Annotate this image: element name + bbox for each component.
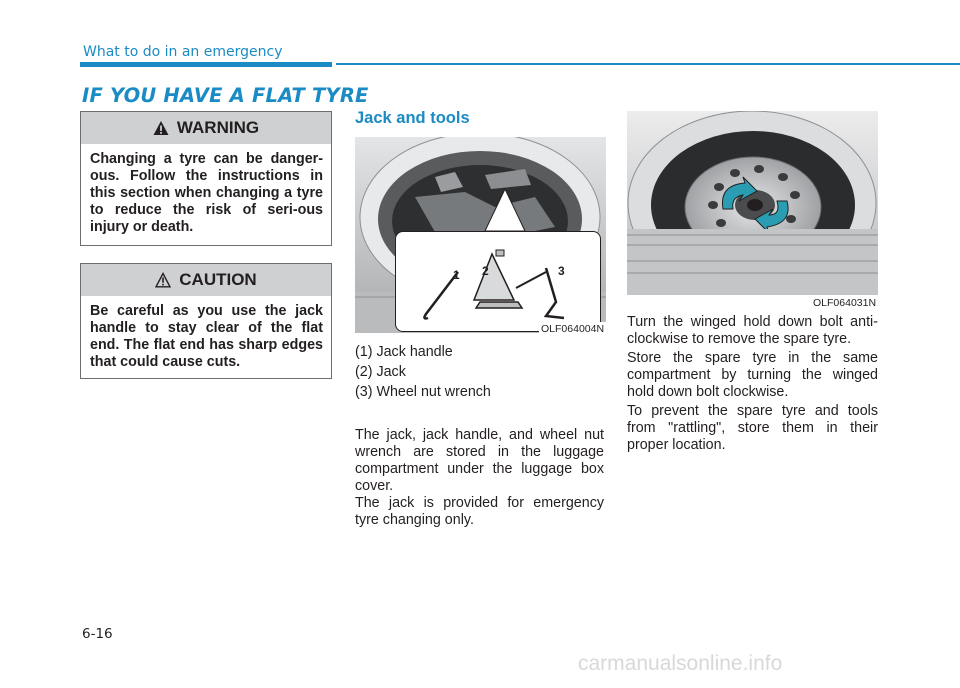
watermark: carmanualsonline.info xyxy=(578,652,783,675)
page-number: 6-16 xyxy=(82,626,113,642)
list-item: (1) Jack handle xyxy=(355,344,453,360)
callout-1: 1 xyxy=(453,268,460,282)
jack-and-tools-heading: Jack and tools xyxy=(355,109,470,127)
warning-label: WARNING xyxy=(176,118,260,137)
list-item: (2) Jack xyxy=(355,364,406,380)
callout-2: 2 xyxy=(482,264,489,278)
paragraph-remove-spare: Turn the winged hold down bolt anti-clockwise to remove the spare tyre. xyxy=(627,314,878,347)
spare-tyre-illustration xyxy=(627,111,878,309)
list-item: (3) Wheel nut wrench xyxy=(355,384,491,400)
jack-tools-drawing xyxy=(396,232,600,331)
paragraph-prevent-rattling: To prevent the spare tyre and tools from "rattling", store them in their proper location. xyxy=(627,403,878,453)
caution-box xyxy=(80,263,332,379)
jack-tools-figure xyxy=(355,137,606,333)
header-rule-thick xyxy=(80,62,332,67)
figure-code-spare: OLF064031N xyxy=(813,297,877,309)
caution-header xyxy=(81,264,331,296)
jack-tools-inset xyxy=(395,231,601,332)
section-header: What to do in an emergency xyxy=(83,44,283,60)
page-title: IF YOU HAVE A FLAT TYRE xyxy=(82,84,369,107)
paragraph-jack-purpose: The jack is provided for emergency tyre changing only. xyxy=(355,495,604,528)
paragraph-store-spare: Store the spare tyre in the same compartment by turning the winged hold down bolt clockwise. xyxy=(627,350,878,400)
caution-text: Be careful as you use the jack handle to stay clear of the flat end. The flat end has sharp edges that could cause cuts. xyxy=(90,303,323,370)
header-rule-thin xyxy=(336,63,960,65)
spare-tyre-figure xyxy=(627,111,878,309)
warning-header xyxy=(81,112,331,144)
caution-triangle-icon xyxy=(155,272,171,288)
figure-code-jack: OLF064004N xyxy=(541,323,605,335)
paragraph-jack-storage: The jack, jack handle, and wheel nut wrench are stored in the luggage compartment under the luggage box cover. xyxy=(355,427,604,494)
warning-triangle-icon xyxy=(153,120,169,136)
warning-box xyxy=(80,111,332,246)
callout-3: 3 xyxy=(558,264,565,278)
caution-label: CAUTION xyxy=(179,270,257,289)
warning-text: Changing a tyre can be danger-ous. Follow the instructions in this section when changing a tyre to reduce the risk of seri-ous injury or death. xyxy=(90,151,323,235)
